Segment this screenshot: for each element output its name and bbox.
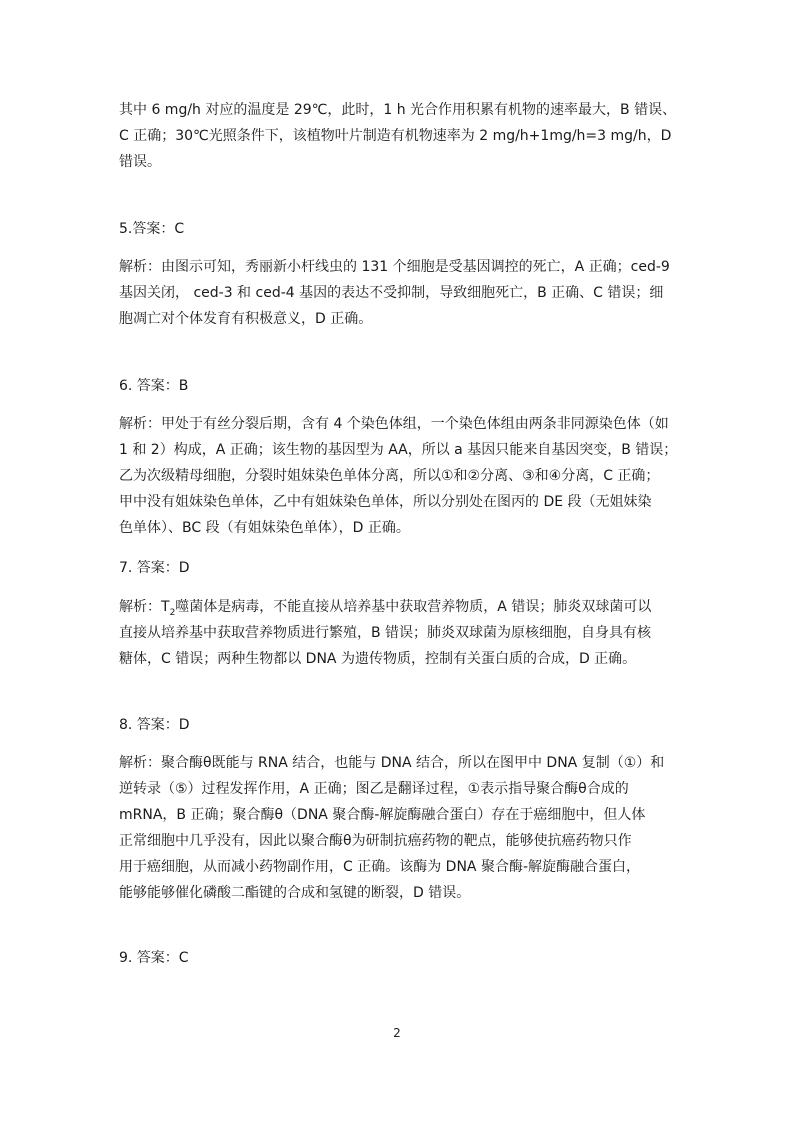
explanation-8 bbox=[119, 750, 681, 906]
text-line: mRNA，B 正确；聚合酶θ（DNA 聚合酶-解旋酶融合蛋白）存在于癌细胞中，但人体 bbox=[119, 807, 646, 823]
text-line: 解析：聚合酶θ既能与 RNA 结合，也能与 DNA 结合，所以在图甲中 DNA 复制（①）和 bbox=[119, 755, 665, 771]
text-line: 用于癌细胞，从而减小药物副作用，C 正确。该酶为 DNA 聚合酶-解旋酶融合蛋白， bbox=[119, 859, 641, 875]
text-line: 解析：由图示可知，秀丽新小杆线虫的 131 个细胞是受基因调控的死亡，A 正确；ced-9 bbox=[119, 259, 670, 275]
text-fragment: 噬菌体是病毒，不能直接从培养基中获取营养物质，A 错误；肺炎双球菌可以 bbox=[175, 599, 652, 615]
explanation-5 bbox=[119, 254, 681, 332]
text-line: 1 和 2）构成，A 正确；该生物的基因型为 AA，所以 a 基因只能来自基因突变，B 错误； bbox=[119, 442, 678, 458]
text-line: 逆转录（⑤）过程发挥作用，A 正确；图乙是翻译过程，①表示指导聚合酶θ合成的 bbox=[119, 781, 629, 797]
answer-heading-8: 8. 答案：D bbox=[119, 717, 190, 733]
text-line: 正常细胞中几乎没有，因此以聚合酶θ为研制抗癌药物的靶点，能够使抗癌药物只作 bbox=[119, 833, 632, 849]
text-line: 色单体）、BC 段（有姐妹染色单体），D 正确。 bbox=[119, 520, 410, 536]
text-line: 直接从培养基中获取营养物质进行繁殖，B 错误；肺炎双球菌为原核细胞，自身具有核 bbox=[119, 625, 652, 641]
text-line: 糖体，C 错误；两种生物都以 DNA 为遗传物质，控制有关蛋白质的合成，D 正确。 bbox=[119, 651, 637, 667]
text-line: 错误。 bbox=[119, 154, 161, 170]
text-line: C 正确；30℃光照条件下，该植物叶片制造有机物速率为 2 mg/h+1mg/h=3 mg/h，D bbox=[119, 128, 672, 144]
answer-heading-9: 9. 答案：C bbox=[119, 950, 189, 966]
text-line: 解析：甲处于有丝分裂后期，含有 4 个染色体组，一个染色体组由两条非同源染色体（如 bbox=[119, 416, 669, 432]
paragraph-continuation bbox=[119, 97, 681, 175]
page-number: 2 bbox=[393, 1026, 401, 1040]
text-line: 基因关闭， ced-3 和 ced-4 基因的表达不受抑制，导致细胞死亡，B 正确、C 错误；细 bbox=[119, 285, 664, 301]
answer-heading-7: 7. 答案：D bbox=[119, 560, 190, 576]
answer-heading-6: 6. 答案：B bbox=[119, 378, 189, 394]
text-line: 甲中没有姐妹染色单体，乙中有姐妹染色单体，所以分别处在图丙的 DE 段（无姐妹染 bbox=[119, 494, 652, 510]
subscript: 2 bbox=[169, 607, 176, 618]
explanation-7 bbox=[119, 594, 681, 672]
text-line: 胞凋亡对个体发育有积极意义，D 正确。 bbox=[119, 311, 373, 327]
text-fragment: 解析：T bbox=[119, 599, 170, 615]
text-line bbox=[119, 594, 681, 620]
text-line: 能够能够催化磷酸二酯键的合成和氢键的断裂，D 错误。 bbox=[119, 885, 471, 901]
text-line: 其中 6 mg/h 对应的温度是 29℃，此时，1 h 光合作用积累有机物的速率最大，B 错误、 bbox=[119, 102, 677, 118]
explanation-6 bbox=[119, 411, 681, 541]
answer-heading-5: 5.答案：C bbox=[119, 221, 185, 237]
text-line: 乙为次级精母细胞，分裂时姐妹染色单体分离，所以①和②分离、③和④分离，C 正确； bbox=[119, 468, 660, 484]
